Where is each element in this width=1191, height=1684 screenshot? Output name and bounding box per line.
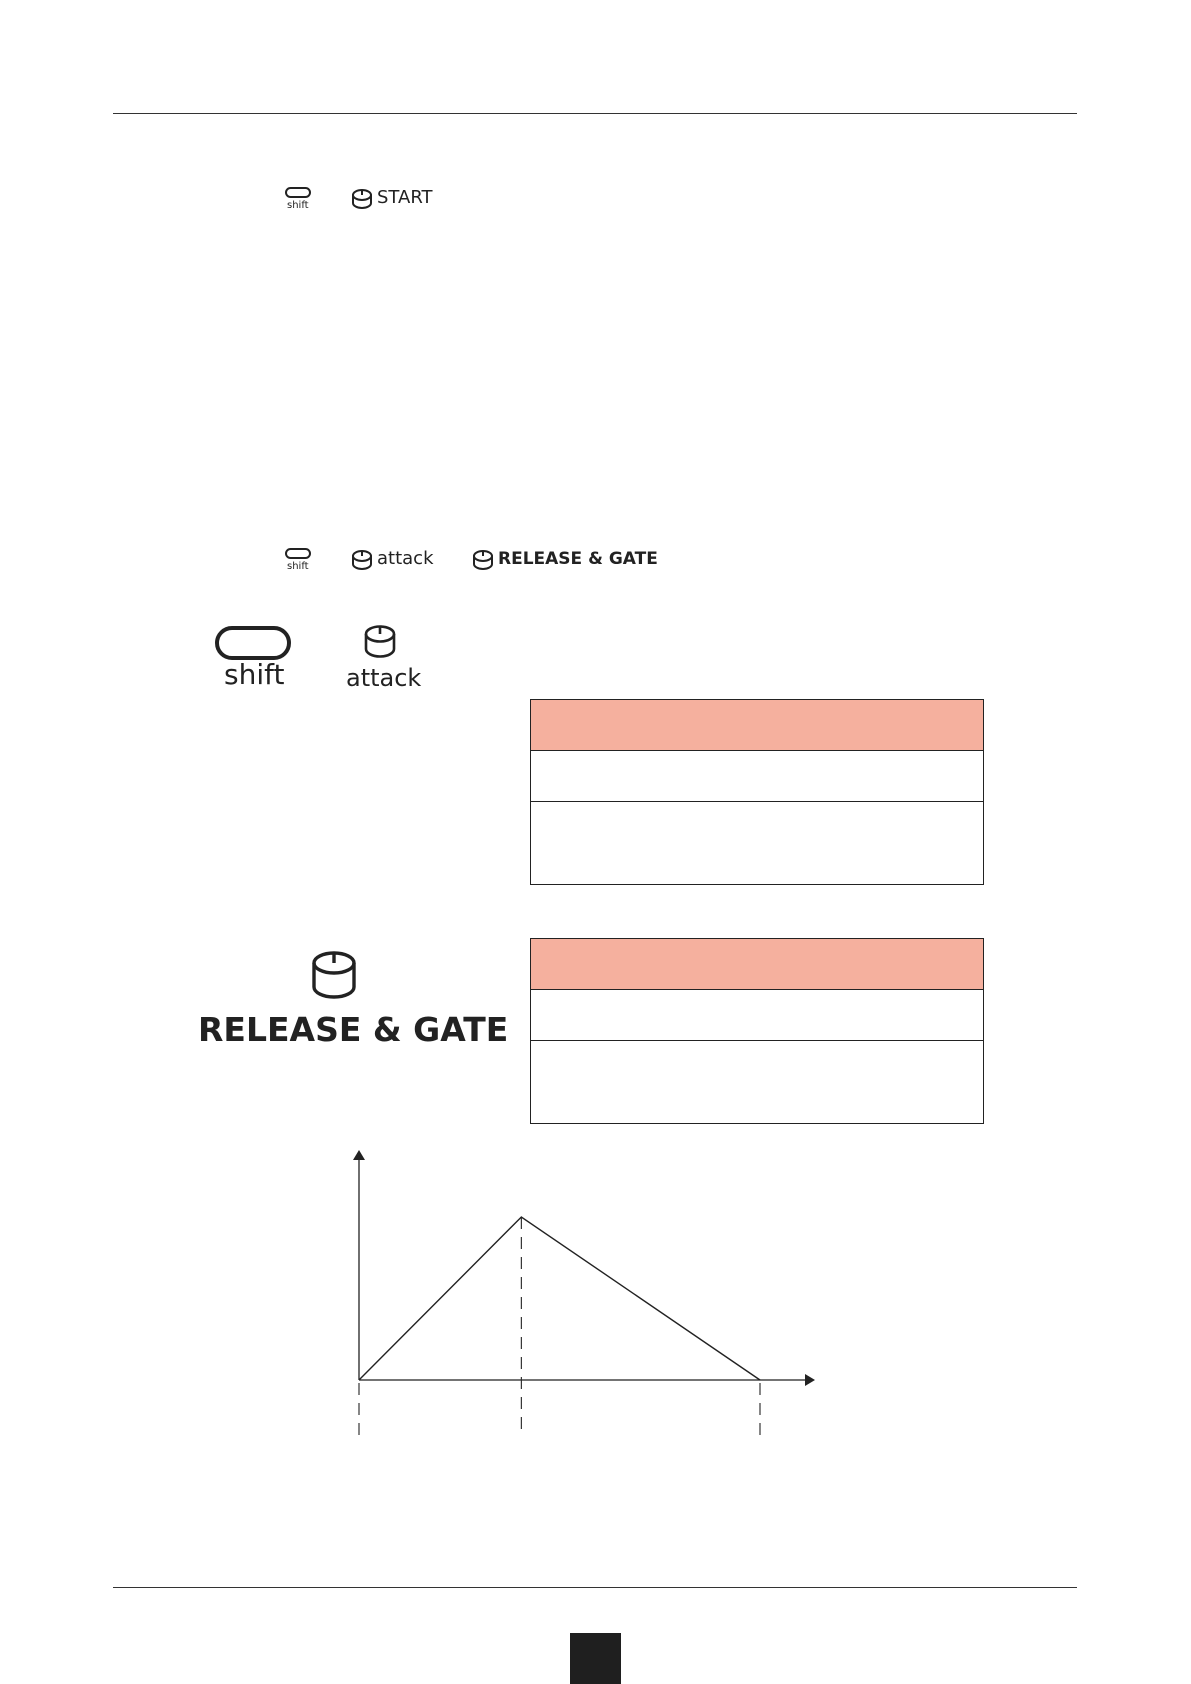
table-row [531, 1041, 983, 1123]
release-gate-knob-icon [472, 549, 494, 571]
envelope-line [359, 1217, 760, 1380]
page-number-block [570, 1633, 621, 1684]
parameter-table-release-gate [530, 938, 984, 1124]
shift-icon-label-2: shift [287, 561, 309, 572]
attack-knob-large-icon [363, 624, 397, 660]
shift-button-icon-small [283, 187, 317, 215]
shift-button-icon-small-2 [283, 548, 317, 576]
footer-rule [113, 1587, 1077, 1588]
attack-label: attack [377, 548, 434, 569]
shift-big-label: shift [224, 658, 285, 691]
table-header [531, 939, 983, 990]
release-gate-knob-large-icon [310, 950, 358, 1002]
table-row [531, 990, 983, 1041]
chart-series [359, 1217, 760, 1380]
y-axis-arrow [353, 1150, 365, 1160]
release-gate-label: RELEASE & GATE [498, 549, 658, 569]
shift-icon-label: shift [287, 200, 309, 211]
x-axis-arrow [805, 1374, 815, 1386]
shift-button-large [215, 626, 295, 698]
release-gate-big-label: RELEASE & GATE [198, 1010, 509, 1049]
table-header [531, 700, 983, 751]
attack-big-label: attack [346, 664, 422, 692]
parameter-table-attack [530, 699, 984, 885]
table-row [531, 802, 983, 884]
start-label: START [377, 187, 433, 208]
chart-axes [353, 1150, 815, 1386]
table-row [531, 751, 983, 802]
header-rule [113, 113, 1077, 114]
envelope-chart [340, 1150, 830, 1440]
knob-icon [351, 188, 373, 210]
attack-knob-icon [351, 549, 373, 571]
shift-button-icon [215, 626, 291, 660]
chart-markers [359, 1217, 760, 1435]
